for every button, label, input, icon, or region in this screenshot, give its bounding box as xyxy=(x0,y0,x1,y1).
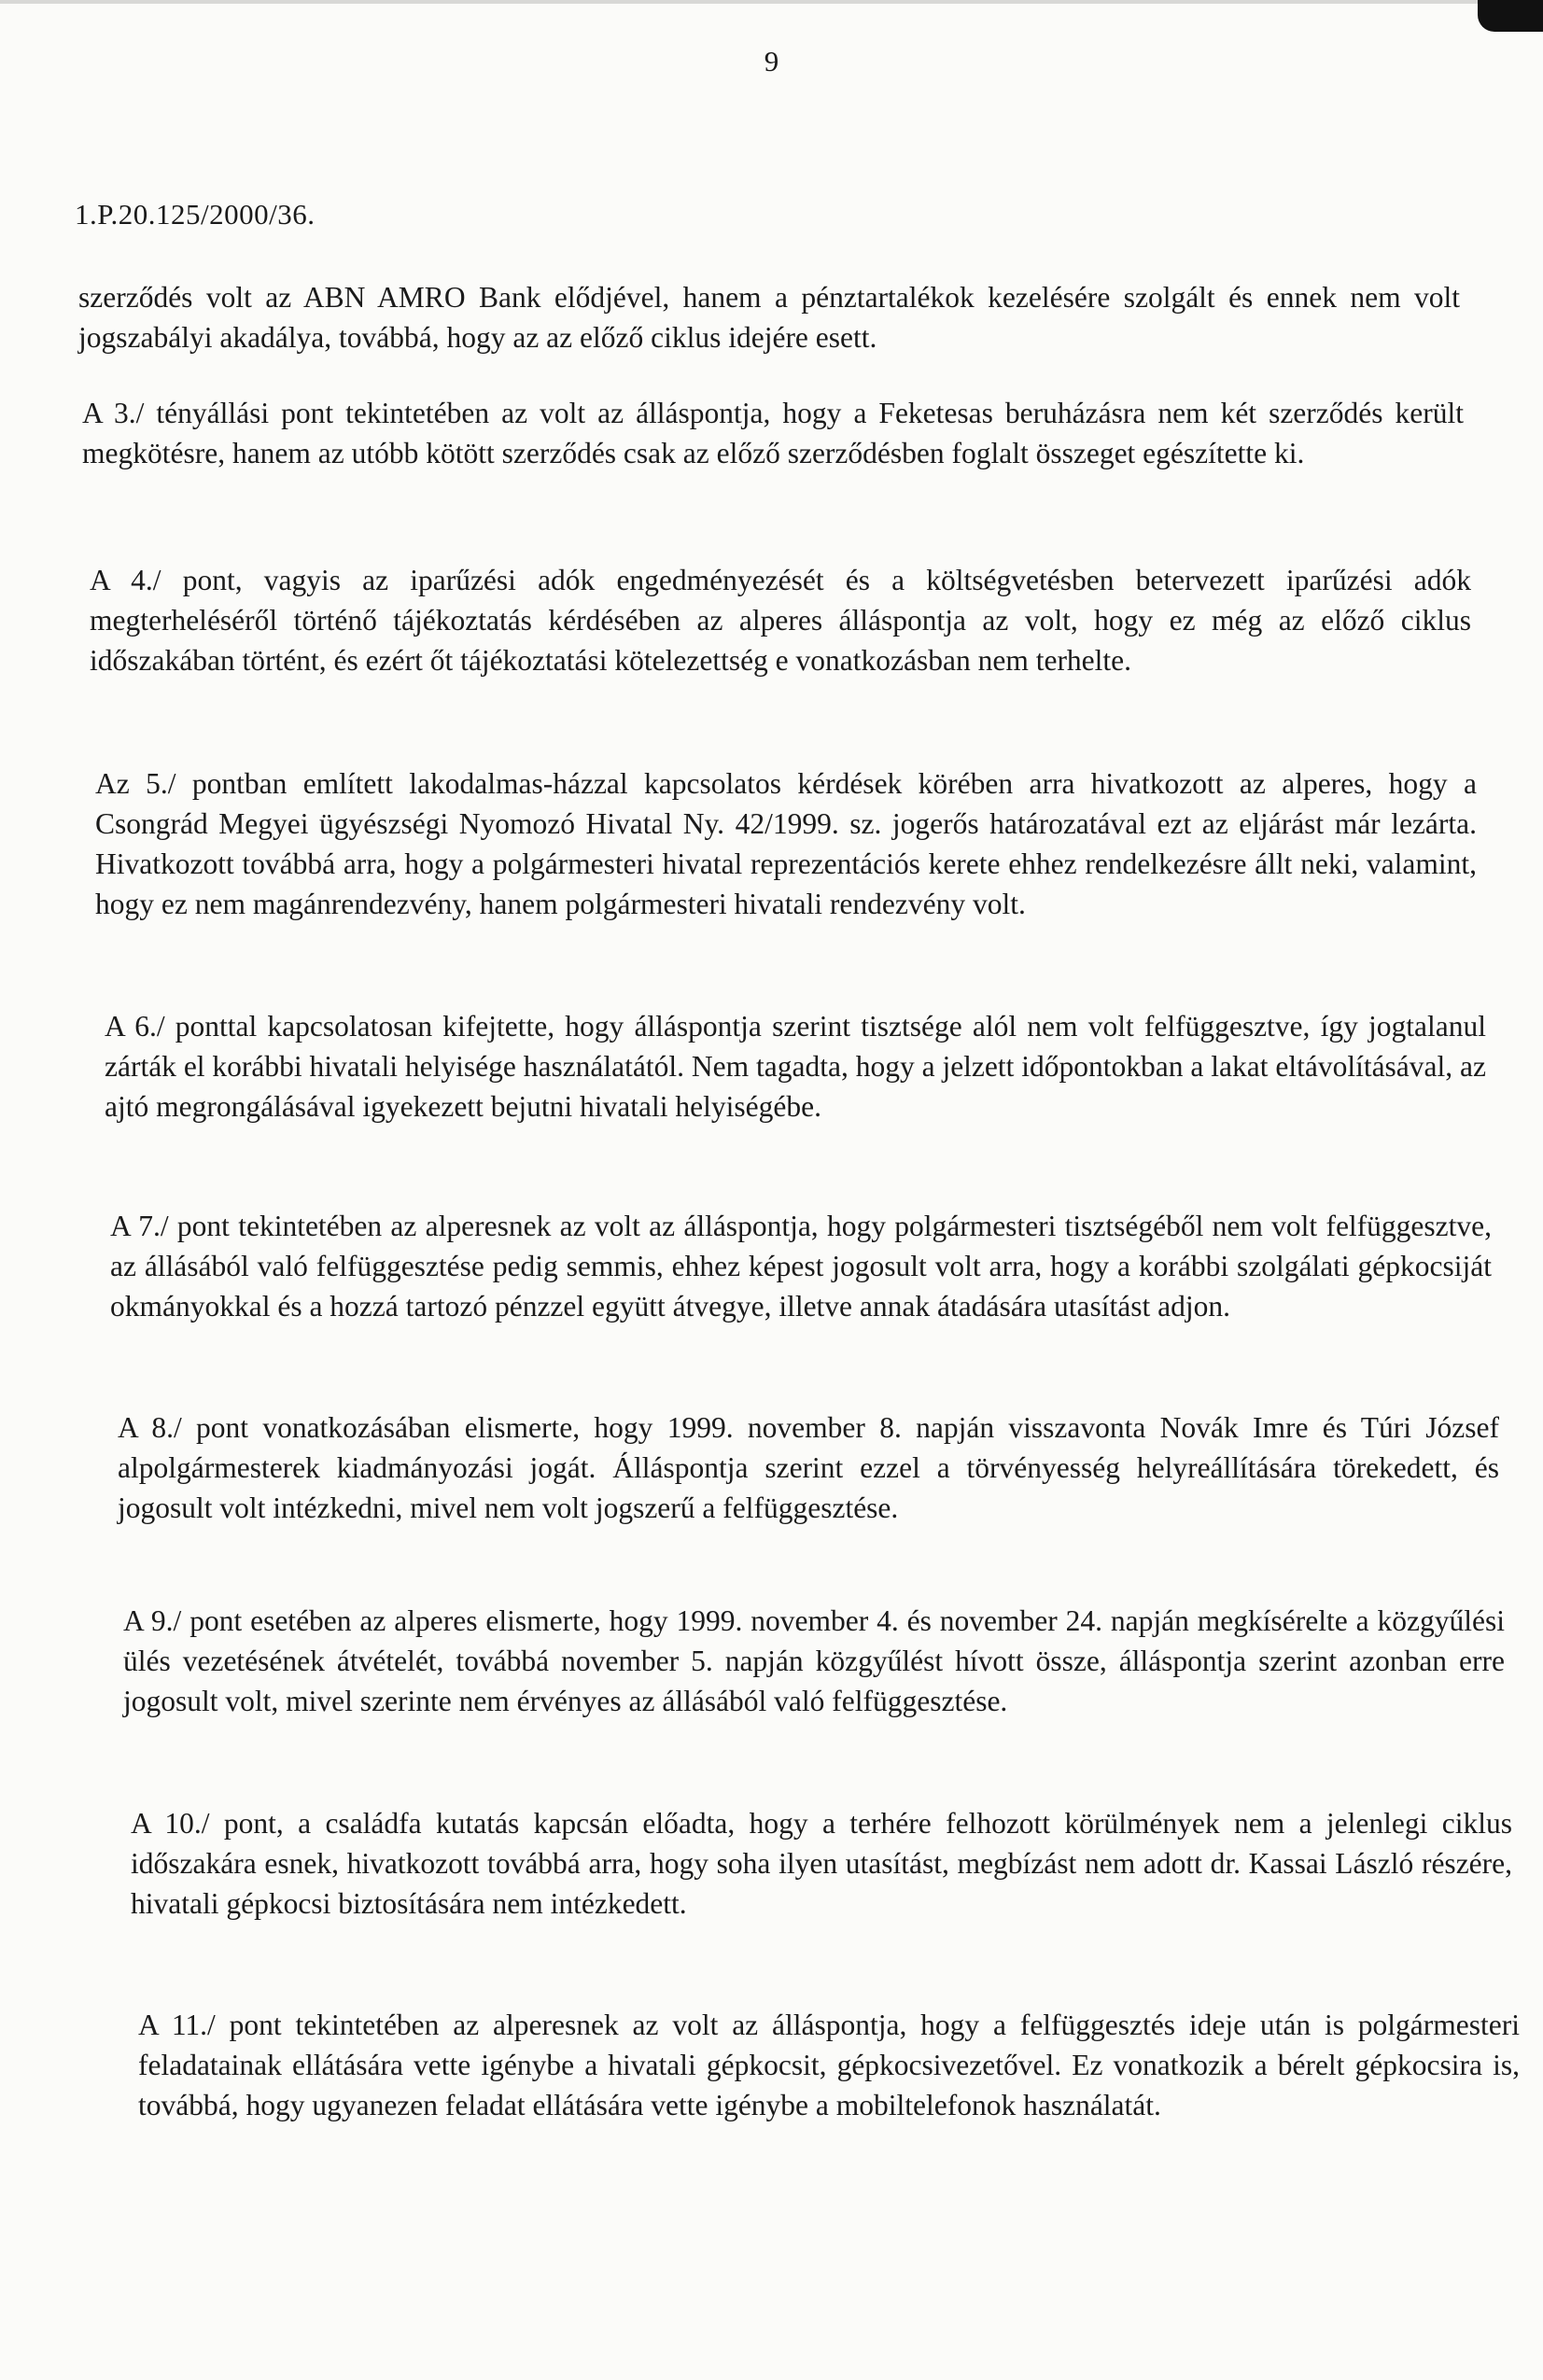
paragraph-point-3: A 3./ tényállási pont tekintetében az volt az álláspontja, hogy a Feketesas beruházásra nem két szerződés került megkötésre, hanem az utóbb kötött szerződés csak az előző szerződésben foglalt összeget egészítette ki. xyxy=(82,397,1464,469)
paragraph-point-10: A 10./ pont, a családfa kutatás kapcsán előadta, hogy a terhére felhozott körülmények nem a jelenlegi ciklus időszakára esnek, hivatkozott továbbá arra, hogy soha ilyen utasítást, megbízást nem adott dr. Kassai László részére, hivatali gépkocsi biztosítására nem intézkedett. xyxy=(131,1807,1512,1920)
paragraph-point-7: A 7./ pont tekintetében az alperesnek az volt az álláspontja, hogy polgármesteri tisztségéből nem volt felfüggesztve, az állásából való felfüggesztése pedig semmis, ehhez képest jogosult volt arra, hogy a korábbi szolgálati gépkocsiját okmányokkal és a hozzá tartozó pénzzel együtt átvegye, illetve annak átadására utasítást adjon. xyxy=(110,1210,1492,1323)
paragraph-point-8: A 8./ pont vonatkozásában elismerte, hogy 1999. november 8. napján visszavonta Novák Imre és Túri József alpolgármesterek kiadmányozási jogát. Álláspontja szerint ezzel a törvényesség helyreállítására törekedett, és jogosult volt intézkedni, mivel nem volt jogszerű a felfüggesztése. xyxy=(118,1411,1499,1524)
case-number: 1.P.20.125/2000/36. xyxy=(75,198,316,231)
page-number: 9 xyxy=(764,45,779,77)
paragraph-abn-amro: szerződés volt az ABN AMRO Bank elődjével, hanem a pénztartalékok kezelésére szolgált és ennek nem volt jogszabályi akadálya, továbbá, hogy az az előző ciklus idejére esett. xyxy=(78,281,1460,354)
paragraph-point-11: A 11./ pont tekintetében az alperesnek az volt az álláspontja, hogy a felfüggesztés ideje után is polgármesteri feladatainak ellátására vette igénybe a hivatali gépkocsit, gépkocsivezetővel. Ez vonatkozik a bérelt gépkocsira is, továbbá, hogy ugyanezen feladat ellátására vette igénybe a mobiltelefonok használatát. xyxy=(138,2009,1520,2121)
scan-top-edge xyxy=(0,0,1543,4)
paragraph-point-5: Az 5./ pontban említett lakodalmas-házzal kapcsolatos kérdések körében arra hivatkozott az alperes, hogy a Csongrád Megyei ügyészségi Nyomozó Hivatal Ny. 42/1999. sz. jogerős határozatával ezt az eljárást már lezárta. Hivatkozott továbbá arra, hogy a polgármesteri hivatal reprezentációs kerete ehhez rendelkezésre állt neki, valamint, hogy ez nem magánrendezvény, hanem polgármesteri hivatali rendezvény volt. xyxy=(95,767,1477,920)
paragraph-point-9: A 9./ pont esetében az alperes elismerte, hogy 1999. november 4. és november 24. napján megkísérelte a közgyűlési ülés vezetésének átvételét, továbbá november 5. napján közgyűlést hívott össze, álláspontja szerint azonban erre jogosult volt, mivel szerinte nem érvényes az állásából való felfüggesztése. xyxy=(123,1604,1505,1717)
paragraph-point-4: A 4./ pont, vagyis az iparűzési adók engedményezését és a költségvetésben betervezett iparűzési adók megterheléséről történő tájékoztatás kérdésében az alperes álláspontja az volt, hogy ez még az előző ciklus időszakában történt, és ezért őt tájékoztatási kötelezettség e vonatkozásban nem terhelte. xyxy=(90,564,1471,677)
scan-corner-mark xyxy=(1478,0,1543,32)
paragraph-point-6: A 6./ ponttal kapcsolatosan kifejtette, hogy álláspontja szerint tisztsége alól nem volt felfüggesztve, így jogtalanul zárták el korábbi hivatali helyisége használatától. Nem tagadta, hogy a jelzett időpontokban a lakat eltávolításával, az ajtó megrongálásával igyekezett bejutni hivatali helyiségébe. xyxy=(105,1010,1486,1123)
